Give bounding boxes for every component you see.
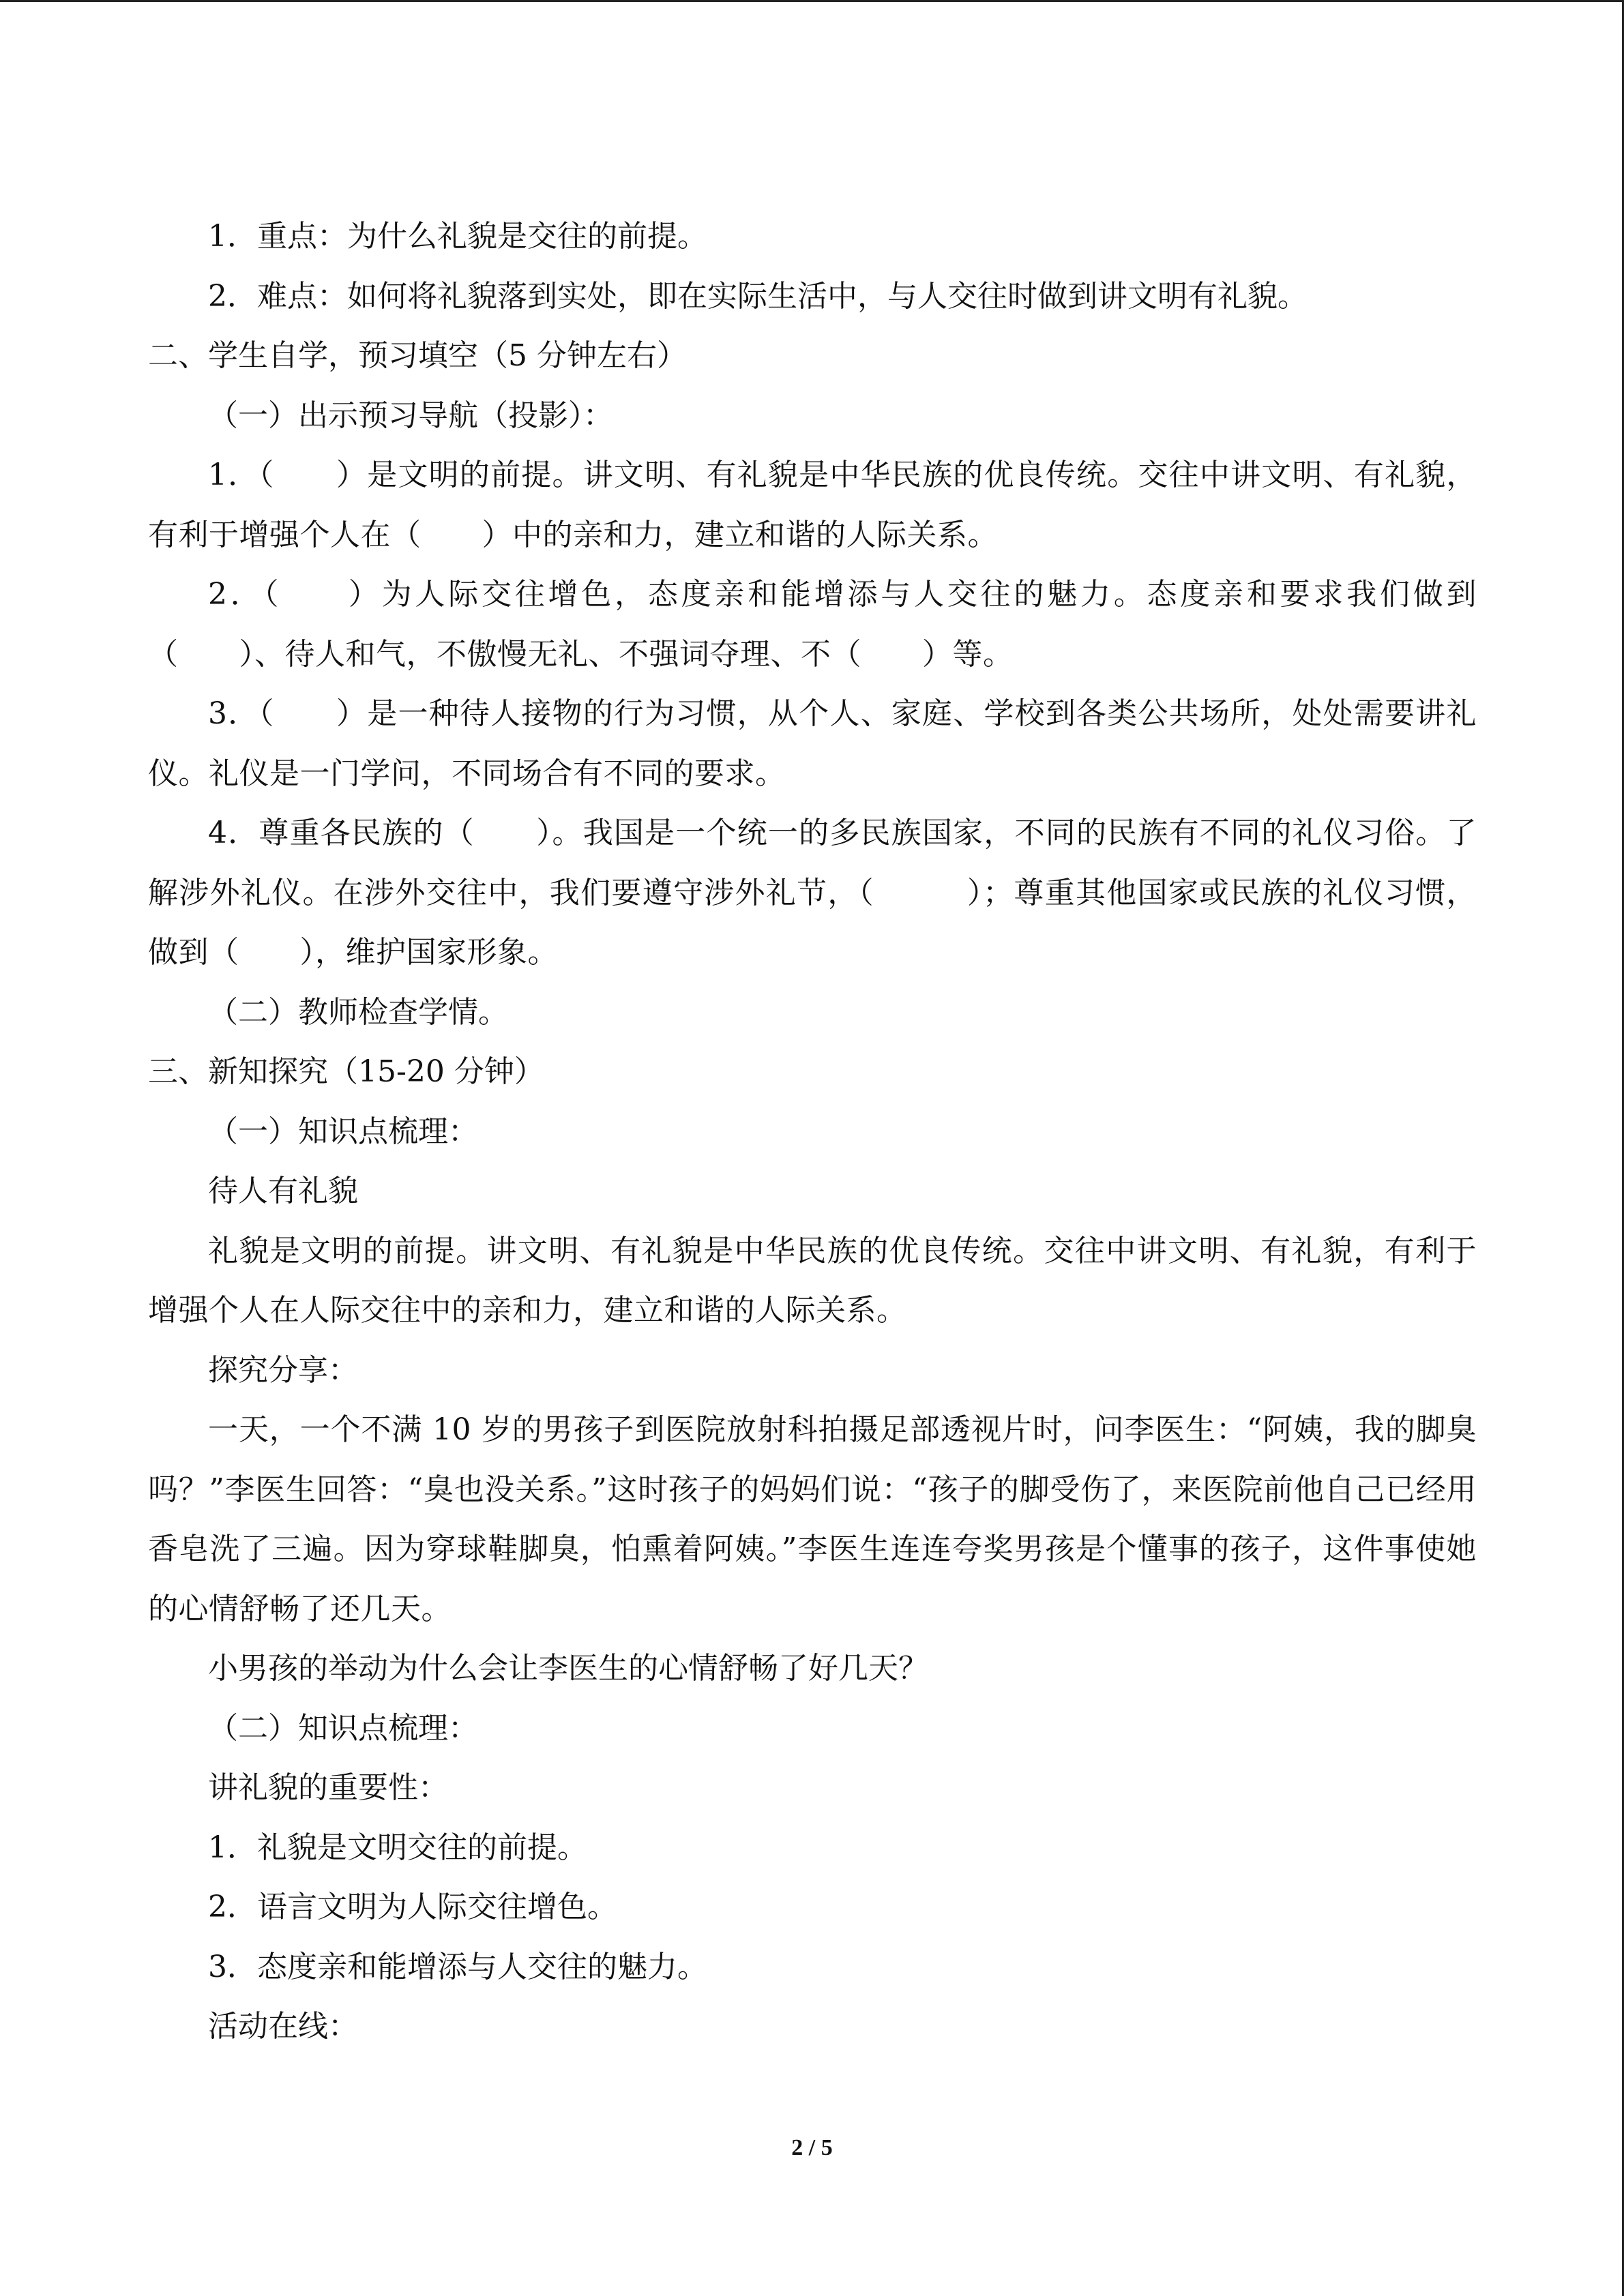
fill-blank-item-3: 3．（ ）是一种待人接物的行为习惯，从个人、家庭、学校到各类公共场所，处处需要讲礼仪。礼仪是一门学问，不同场合有不同的要求。	[148, 696, 1477, 791]
fill-blank-item-4: 4．尊重各民族的（ ）。我国是一个统一的多民族国家，不同的民族有不同的礼仪习俗。了解涉外礼仪。在涉外交往中，我们要遵守涉外礼节，（ ）；尊重其他国家或民族的礼仪习惯，做到（ ），维护国家形象。	[148, 816, 1477, 970]
importance-item-2: 2．语言文明为人际交往增色。	[208, 1890, 617, 1924]
subheading-preview-guide: （一）出示预习导航（投影）：	[208, 398, 613, 433]
story-paragraph: 一天，一个不满 10 岁的男孩子到医院放射科拍摄足部透视片时，问李医生：“阿姨，我的脚臭吗？”李医生回答：“臭也没关系。”这时孩子的妈妈们说：“孩子的脚受伤了，来医院前他自己已经用香皂洗了三遍。因为穿球鞋脚臭，怕熏着阿姨。”李医生连连夸奖男孩是个懂事的孩子，这件事使她的心情舒畅了还几天。	[148, 1412, 1477, 1626]
fill-blank-item-2: 2．（ ）为人际交往增色，态度亲和能增添与人交往的魅力。态度亲和要求我们做到（ ）、待人和气，不傲慢无礼、不强词夺理、不（ ）等。	[148, 577, 1477, 672]
topic-title: 待人有礼貌	[208, 1174, 358, 1208]
page-number: 2 / 5	[791, 2135, 833, 2160]
fill-blank-item-1: 1．（ ）是文明的前提。讲文明、有礼貌是中华民族的优良传统。交往中讲文明、有礼貌，有利于增强个人在（ ）中的亲和力，建立和谐的人际关系。	[148, 458, 1477, 552]
importance-heading: 讲礼貌的重要性：	[208, 1770, 448, 1805]
knowledge-paragraph: 礼貌是文明的前提。讲文明、有礼貌是中华民族的优良传统。交往中讲文明、有礼貌，有利于增强个人在人际交往中的亲和力，建立和谐的人际关系。	[148, 1233, 1477, 1328]
subheading-knowledge-2: （二）知识点梳理：	[208, 1710, 478, 1746]
subheading-teacher-check: （二）教师检查学情。	[208, 994, 508, 1030]
difficulty-line: 2．难点：如何将礼貌落到实处，即在实际生活中，与人交往时做到讲文明有礼貌。	[208, 278, 1308, 314]
story-question: 小男孩的举动为什么会让李医生的心情舒畅了好几天？	[208, 1651, 928, 1686]
explore-share-label: 探究分享：	[208, 1352, 358, 1388]
section-heading-2: 二、学生自学，预习填空（5 分钟左右）	[148, 338, 687, 373]
key-point-line: 1．重点：为什么礼貌是交往的前提。	[208, 219, 707, 254]
section-heading-3: 三、新知探究（15-20 分钟）	[148, 1054, 544, 1089]
importance-item-3: 3．态度亲和能增添与人交往的魅力。	[208, 1949, 707, 1984]
importance-item-1: 1．礼貌是文明交往的前提。	[208, 1830, 587, 1865]
activity-online-label: 活动在线：	[208, 2009, 358, 2044]
document-body	[148, 207, 1477, 2057]
subheading-knowledge-1: （一）知识点梳理：	[208, 1114, 478, 1149]
